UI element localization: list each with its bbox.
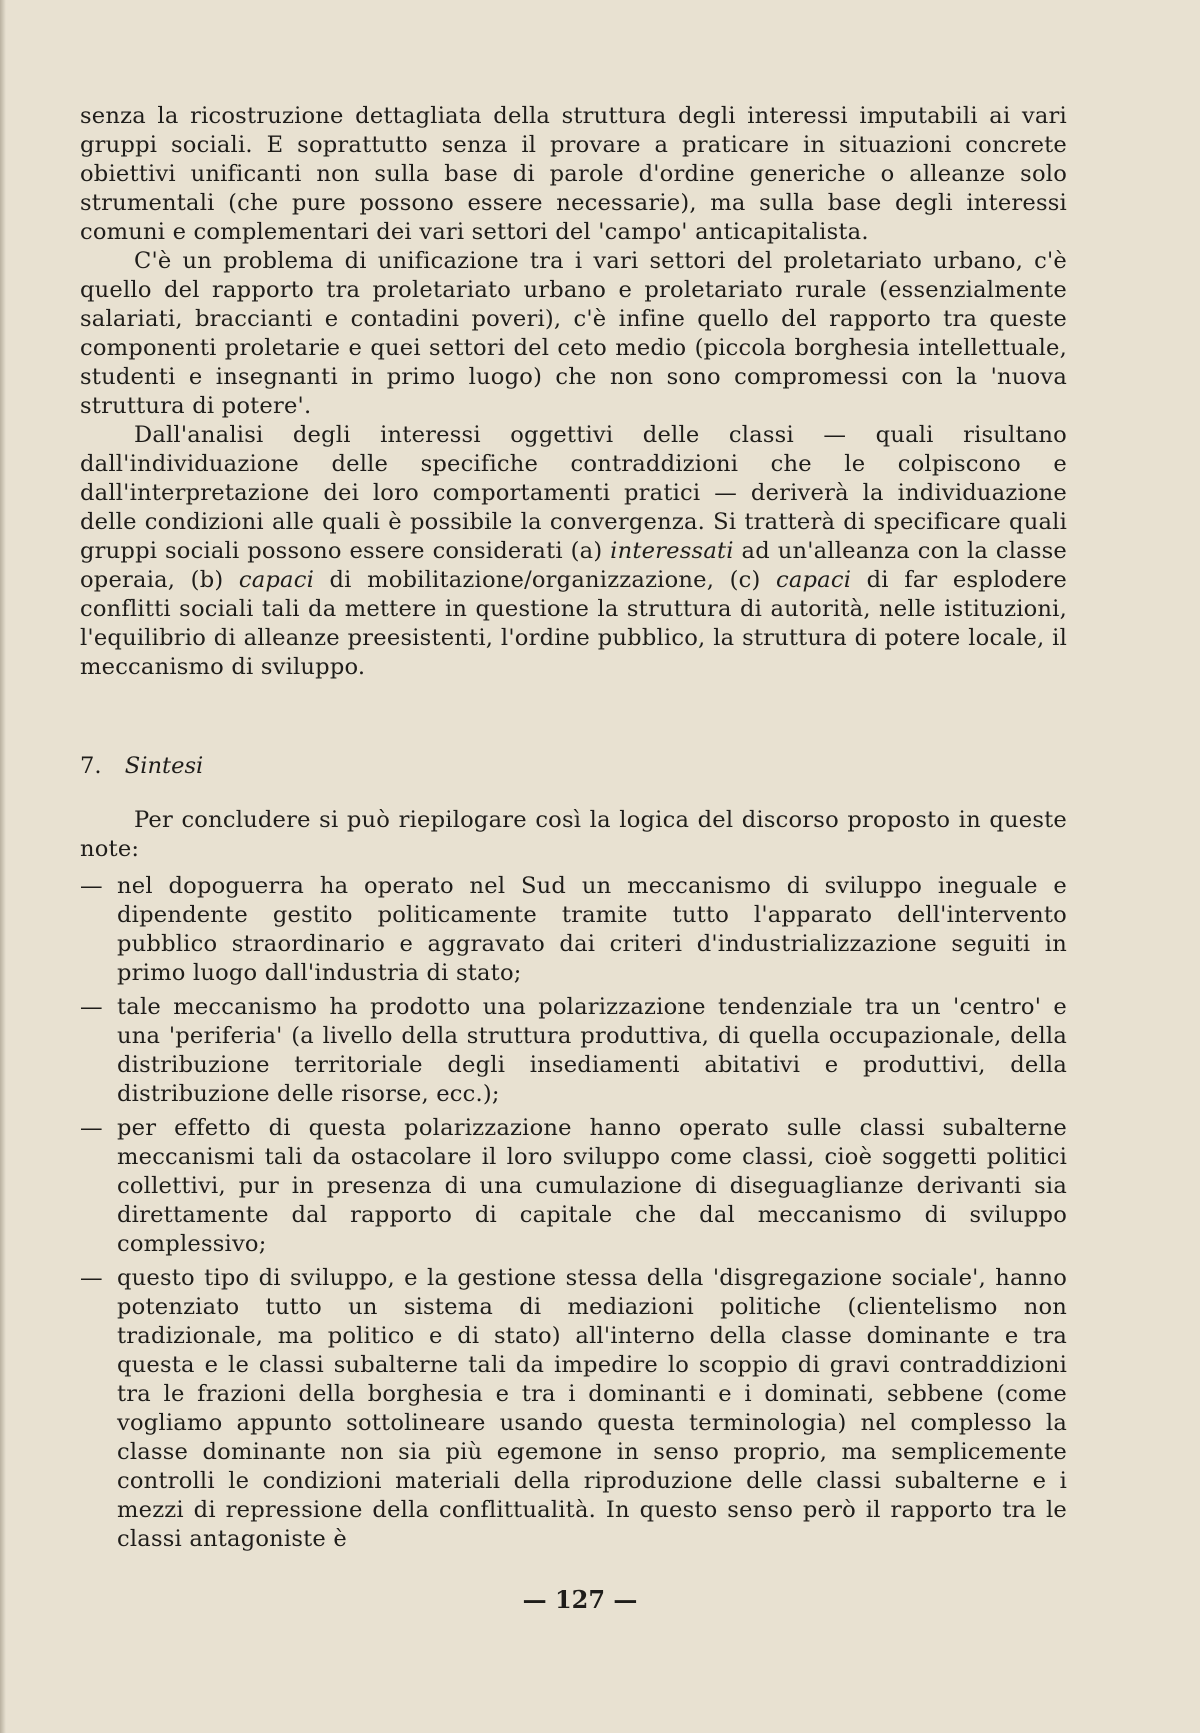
section-heading	[80, 752, 203, 781]
analysis-text-2: ad un'alleanza con la classe operaia, (b)	[80, 538, 1067, 593]
list-item-text: tale meccanismo ha prodotto una polarizzazione tendenziale tra un 'centro' e una 'periferia' (a livello della struttura produttiva, di quella occupazionale, della distribuzione territoriale degli insediamenti abitativi e produttivi, della distribuzione delle risorse, ecc.);	[117, 994, 1067, 1107]
list-item	[80, 993, 1067, 1109]
summary-list	[80, 872, 1067, 1559]
list-item-text: nel dopoguerra ha operato nel Sud un meccanismo di sviluppo ineguale e dipendente gestito politicamente tramite tutto l'apparato dell'intervento pubblico straordinario e aggravato dai criteri d'industrializzazione seguiti in primo luogo dall'industria di stato;	[117, 873, 1067, 986]
analysis-text-3: di mobilitazione/organizzazione, (c)	[314, 567, 776, 593]
paragraph-continuation: senza la ricostruzione dettagliata della struttura degli interessi imputabili ai vari gruppi sociali. E soprattutto senza il provare a praticare in situazioni concrete obiettivi unificanti non sulla base di parole d'ordine generiche o alleanze solo strumentali (che pure possono essere necessarie), ma sulla base degli interessi comuni e complementari dei vari settori del 'campo' anticapitalista.	[80, 103, 1067, 245]
list-item	[80, 872, 1067, 988]
emphasis-capaci-2: capaci	[775, 567, 852, 593]
analysis-text-4: di far esplodere conflitti sociali tali da mettere in questione la struttura di autorità, nelle istituzioni, l'equilibrio di alleanze preesistenti, l'ordine pubblico, la struttura di potere locale, il meccanismo di sviluppo.	[80, 567, 1067, 680]
list-item	[80, 1264, 1067, 1554]
list-dash: —	[80, 994, 103, 1020]
list-dash: —	[80, 1115, 103, 1141]
page-number-text: — 127 —	[522, 1585, 638, 1614]
list-item	[80, 1114, 1067, 1259]
list-item-text: questo tipo di sviluppo, e la gestione stessa della 'disgregazione sociale', hanno potenziato tutto un sistema di mediazioni politiche (clientelismo non tradizionale, ma politico e di stato) all'interno della classe dominante e tra questa e le classi subalterne tali da impedire lo scoppio di gravi contraddizioni tra le frazioni della borghesia e tra i dominanti e i dominati, sebbene (come vogliamo appunto sottolineare usando questa terminologia) nel complesso la classe dominante non sia più egemone in senso proprio, ma semplicemente controlli le condizioni materiali della riproduzione delle classi subalterne e i mezzi di repressione della conflittualità. In questo senso però il rapporto tra le classi antagoniste è	[117, 1265, 1067, 1552]
section-title: Sintesi	[124, 753, 204, 779]
section-number: 7.	[80, 753, 102, 779]
emphasis-interessati: interessati	[610, 538, 734, 564]
paragraph-analysis	[80, 421, 1067, 682]
list-item-text: per effetto di questa polarizzazione hanno operato sulle classi subalterne meccanismi tali da ostacolare il loro sviluppo come classi, cioè soggetti politici collettivi, pur in presenza di una cumulazione di diseguaglianze derivanti sia direttamente dal rapporto di capitale che dal meccanismo di sviluppo complessivo;	[117, 1115, 1067, 1257]
page-edge-shadow	[0, 0, 6, 1733]
summary-intro-block	[80, 806, 1067, 864]
page-number	[0, 1584, 1200, 1616]
list-dash: —	[80, 1265, 103, 1291]
summary-intro: Per concludere si può riepilogare così la logica del discorso proposto in queste note:	[80, 807, 1067, 862]
intro-text	[80, 102, 1067, 682]
list-dash: —	[80, 873, 103, 899]
emphasis-capaci-1: capaci	[238, 567, 315, 593]
paragraph-proletariat: C'è un problema di unificazione tra i vari settori del proletariato urbano, c'è quello del rapporto tra proletariato urbano e proletariato rurale (essenzialmente salariati, braccianti e contadini poveri), c'è infine quello del rapporto tra queste componenti proletarie e quei settori del ceto medio (piccola borghesia intellettuale, studenti e insegnanti in primo luogo) che non sono compromessi con la 'nuova struttura di potere'.	[80, 248, 1067, 419]
analysis-text-1: Dall'analisi degli interessi oggettivi delle classi — quali risultano dall'individuazione delle specifiche contraddizioni che le colpiscono e dall'interpretazione dei loro comportamenti pratici — deriverà la individuazione delle condizioni alle quali è possibile la convergenza. Si tratterà di specificare quali gruppi sociali possono essere considerati (a)	[80, 422, 1067, 564]
